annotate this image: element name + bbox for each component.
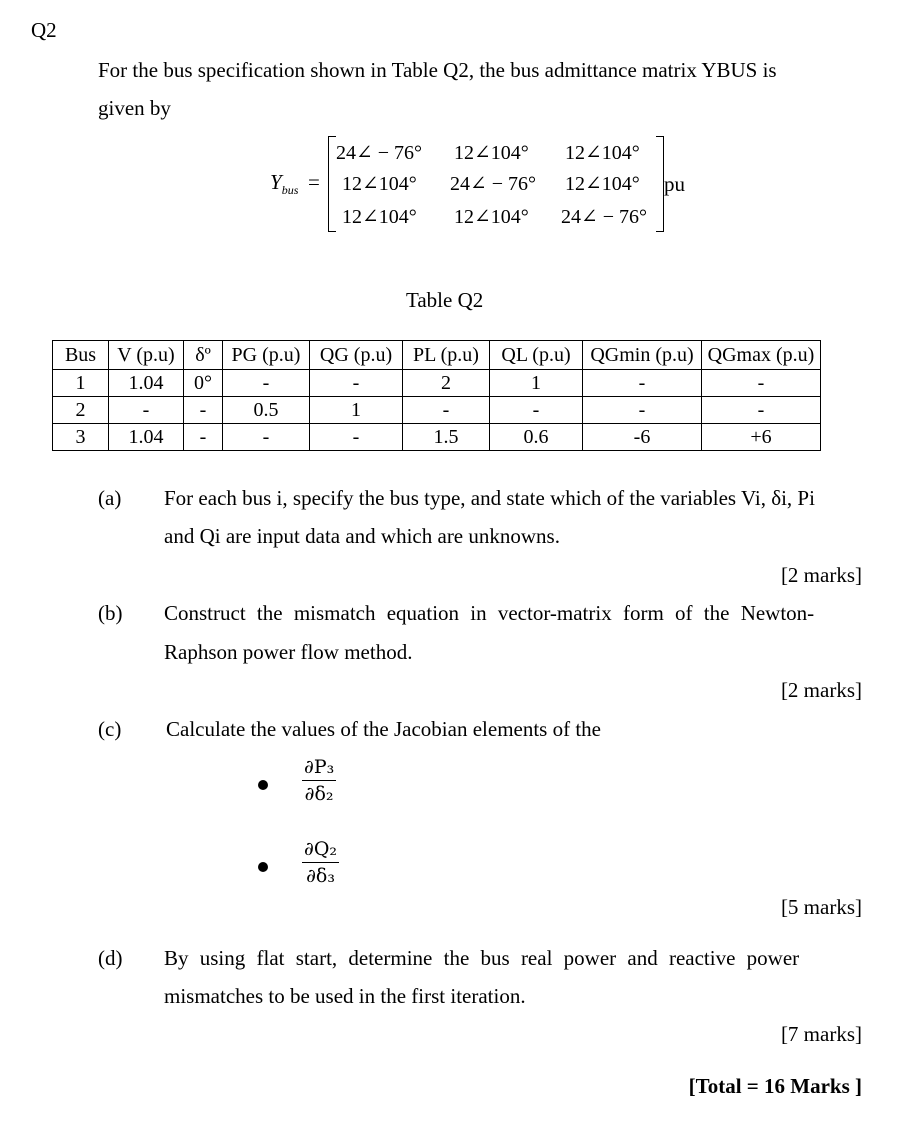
header-cell: PL (p.u) xyxy=(403,341,490,370)
bus-table xyxy=(52,340,821,451)
table-cell: - xyxy=(223,370,310,397)
part-d-label: (d) xyxy=(98,946,123,970)
fraction-denominator: ∂δ₂ xyxy=(304,783,334,805)
fraction-numerator: ∂Q₂ xyxy=(304,838,338,860)
header-cell: δº xyxy=(184,341,223,370)
table-cell: - xyxy=(490,397,583,424)
table-cell: +6 xyxy=(702,424,821,451)
part-b-line-2: Raphson power flow method. xyxy=(164,640,413,664)
fraction-denominator: ∂δ₃ xyxy=(306,865,335,887)
table-cell: 0.5 xyxy=(223,397,310,424)
header-cell: PG (p.u) xyxy=(223,341,310,370)
part-b-marks: [2 marks] xyxy=(780,678,862,702)
table-cell: - xyxy=(310,424,403,451)
jacobian-fraction-1 xyxy=(302,756,336,805)
table-cell: - xyxy=(583,397,702,424)
matrix-cell: 24∠ − 76° xyxy=(336,142,423,164)
intro-line-1: For the bus specification shown in Table Q2, the bus admittance matrix YBUS is xyxy=(98,58,777,82)
table-cell: 3 xyxy=(53,424,109,451)
ybus-matrix xyxy=(328,136,668,230)
table-row xyxy=(53,370,821,397)
header-cell: QL (p.u) xyxy=(490,341,583,370)
bullet-icon xyxy=(258,780,268,790)
part-a-marks: [2 marks] xyxy=(780,563,862,587)
matrix-right-bracket xyxy=(656,136,664,232)
table-cell: - xyxy=(223,424,310,451)
table-cell: 1.5 xyxy=(403,424,490,451)
part-d-marks: [7 marks] xyxy=(780,1022,862,1046)
part-c-marks: [5 marks] xyxy=(780,895,862,919)
part-a-line-1: For each bus i, specify the bus type, and state which of the variables Vi, δi, Pi xyxy=(164,486,815,510)
table-cell: - xyxy=(702,370,821,397)
header-cell: Bus xyxy=(53,341,109,370)
matrix-cell: 12∠104° xyxy=(454,206,529,228)
header-cell: QGmax (p.u) xyxy=(702,341,821,370)
matrix-cell: 24∠ − 76° xyxy=(561,206,648,228)
part-b-line-1: Construct the mismatch equation in vector-matrix form of the Newton- xyxy=(164,601,815,625)
table-cell: 2 xyxy=(53,397,109,424)
table-cell: - xyxy=(583,370,702,397)
table-cell: - xyxy=(403,397,490,424)
matrix-cell: 12∠104° xyxy=(565,142,640,164)
table-cell: -6 xyxy=(583,424,702,451)
header-cell: QG (p.u) xyxy=(310,341,403,370)
matrix-cell: 12∠104° xyxy=(342,173,417,195)
table-cell: 1 xyxy=(53,370,109,397)
question-number: Q2 xyxy=(31,18,57,42)
fraction-numerator: ∂P₃ xyxy=(304,756,335,778)
table-cell: - xyxy=(184,397,223,424)
fraction-bar xyxy=(302,862,339,863)
equals-sign: = xyxy=(308,170,320,194)
table-cell: 0° xyxy=(184,370,223,397)
table-cell: 0.6 xyxy=(490,424,583,451)
ybus-symbol: $Y_{bus}$ xyxy=(270,170,299,198)
table-cell: 1.04 xyxy=(109,424,184,451)
intro-line-2: given by xyxy=(98,96,171,120)
table-row xyxy=(53,424,821,451)
part-d-line-2: mismatches to be used in the first iteration. xyxy=(164,984,526,1008)
fraction-bar xyxy=(302,780,336,781)
header-cell: V (p.u) xyxy=(109,341,184,370)
matrix-unit: pu xyxy=(664,172,685,196)
matrix-cell: 24∠ − 76° xyxy=(450,173,537,195)
table-cell: - xyxy=(109,397,184,424)
matrix-cell: 12∠104° xyxy=(342,206,417,228)
table-cell: - xyxy=(310,370,403,397)
jacobian-fraction-2 xyxy=(302,838,339,887)
table-caption: Table Q2 xyxy=(406,288,484,312)
table-cell: 2 xyxy=(403,370,490,397)
matrix-cell: 12∠104° xyxy=(454,142,529,164)
part-a-label: (a) xyxy=(98,486,122,510)
table-header-row xyxy=(53,341,821,370)
header-cell: QGmin (p.u) xyxy=(583,341,702,370)
matrix-left-bracket xyxy=(328,136,336,232)
table-cell: - xyxy=(184,424,223,451)
table-cell: 1 xyxy=(310,397,403,424)
table-cell: 1 xyxy=(490,370,583,397)
part-d-line-1: By using flat start, determine the bus real power and reactive power xyxy=(164,946,800,970)
total-marks: [Total = 16 Marks ] xyxy=(688,1074,862,1098)
table-cell: - xyxy=(702,397,821,424)
part-a-line-2: and Qi are input data and which are unknowns. xyxy=(164,524,560,548)
bullet-icon xyxy=(258,862,268,872)
table-cell: 1.04 xyxy=(109,370,184,397)
part-b-label: (b) xyxy=(98,601,123,625)
matrix-cell: 12∠104° xyxy=(565,173,640,195)
table-row xyxy=(53,397,821,424)
part-c-line-1: Calculate the values of the Jacobian elements of the xyxy=(166,717,602,741)
part-c-label: (c) xyxy=(98,717,122,741)
